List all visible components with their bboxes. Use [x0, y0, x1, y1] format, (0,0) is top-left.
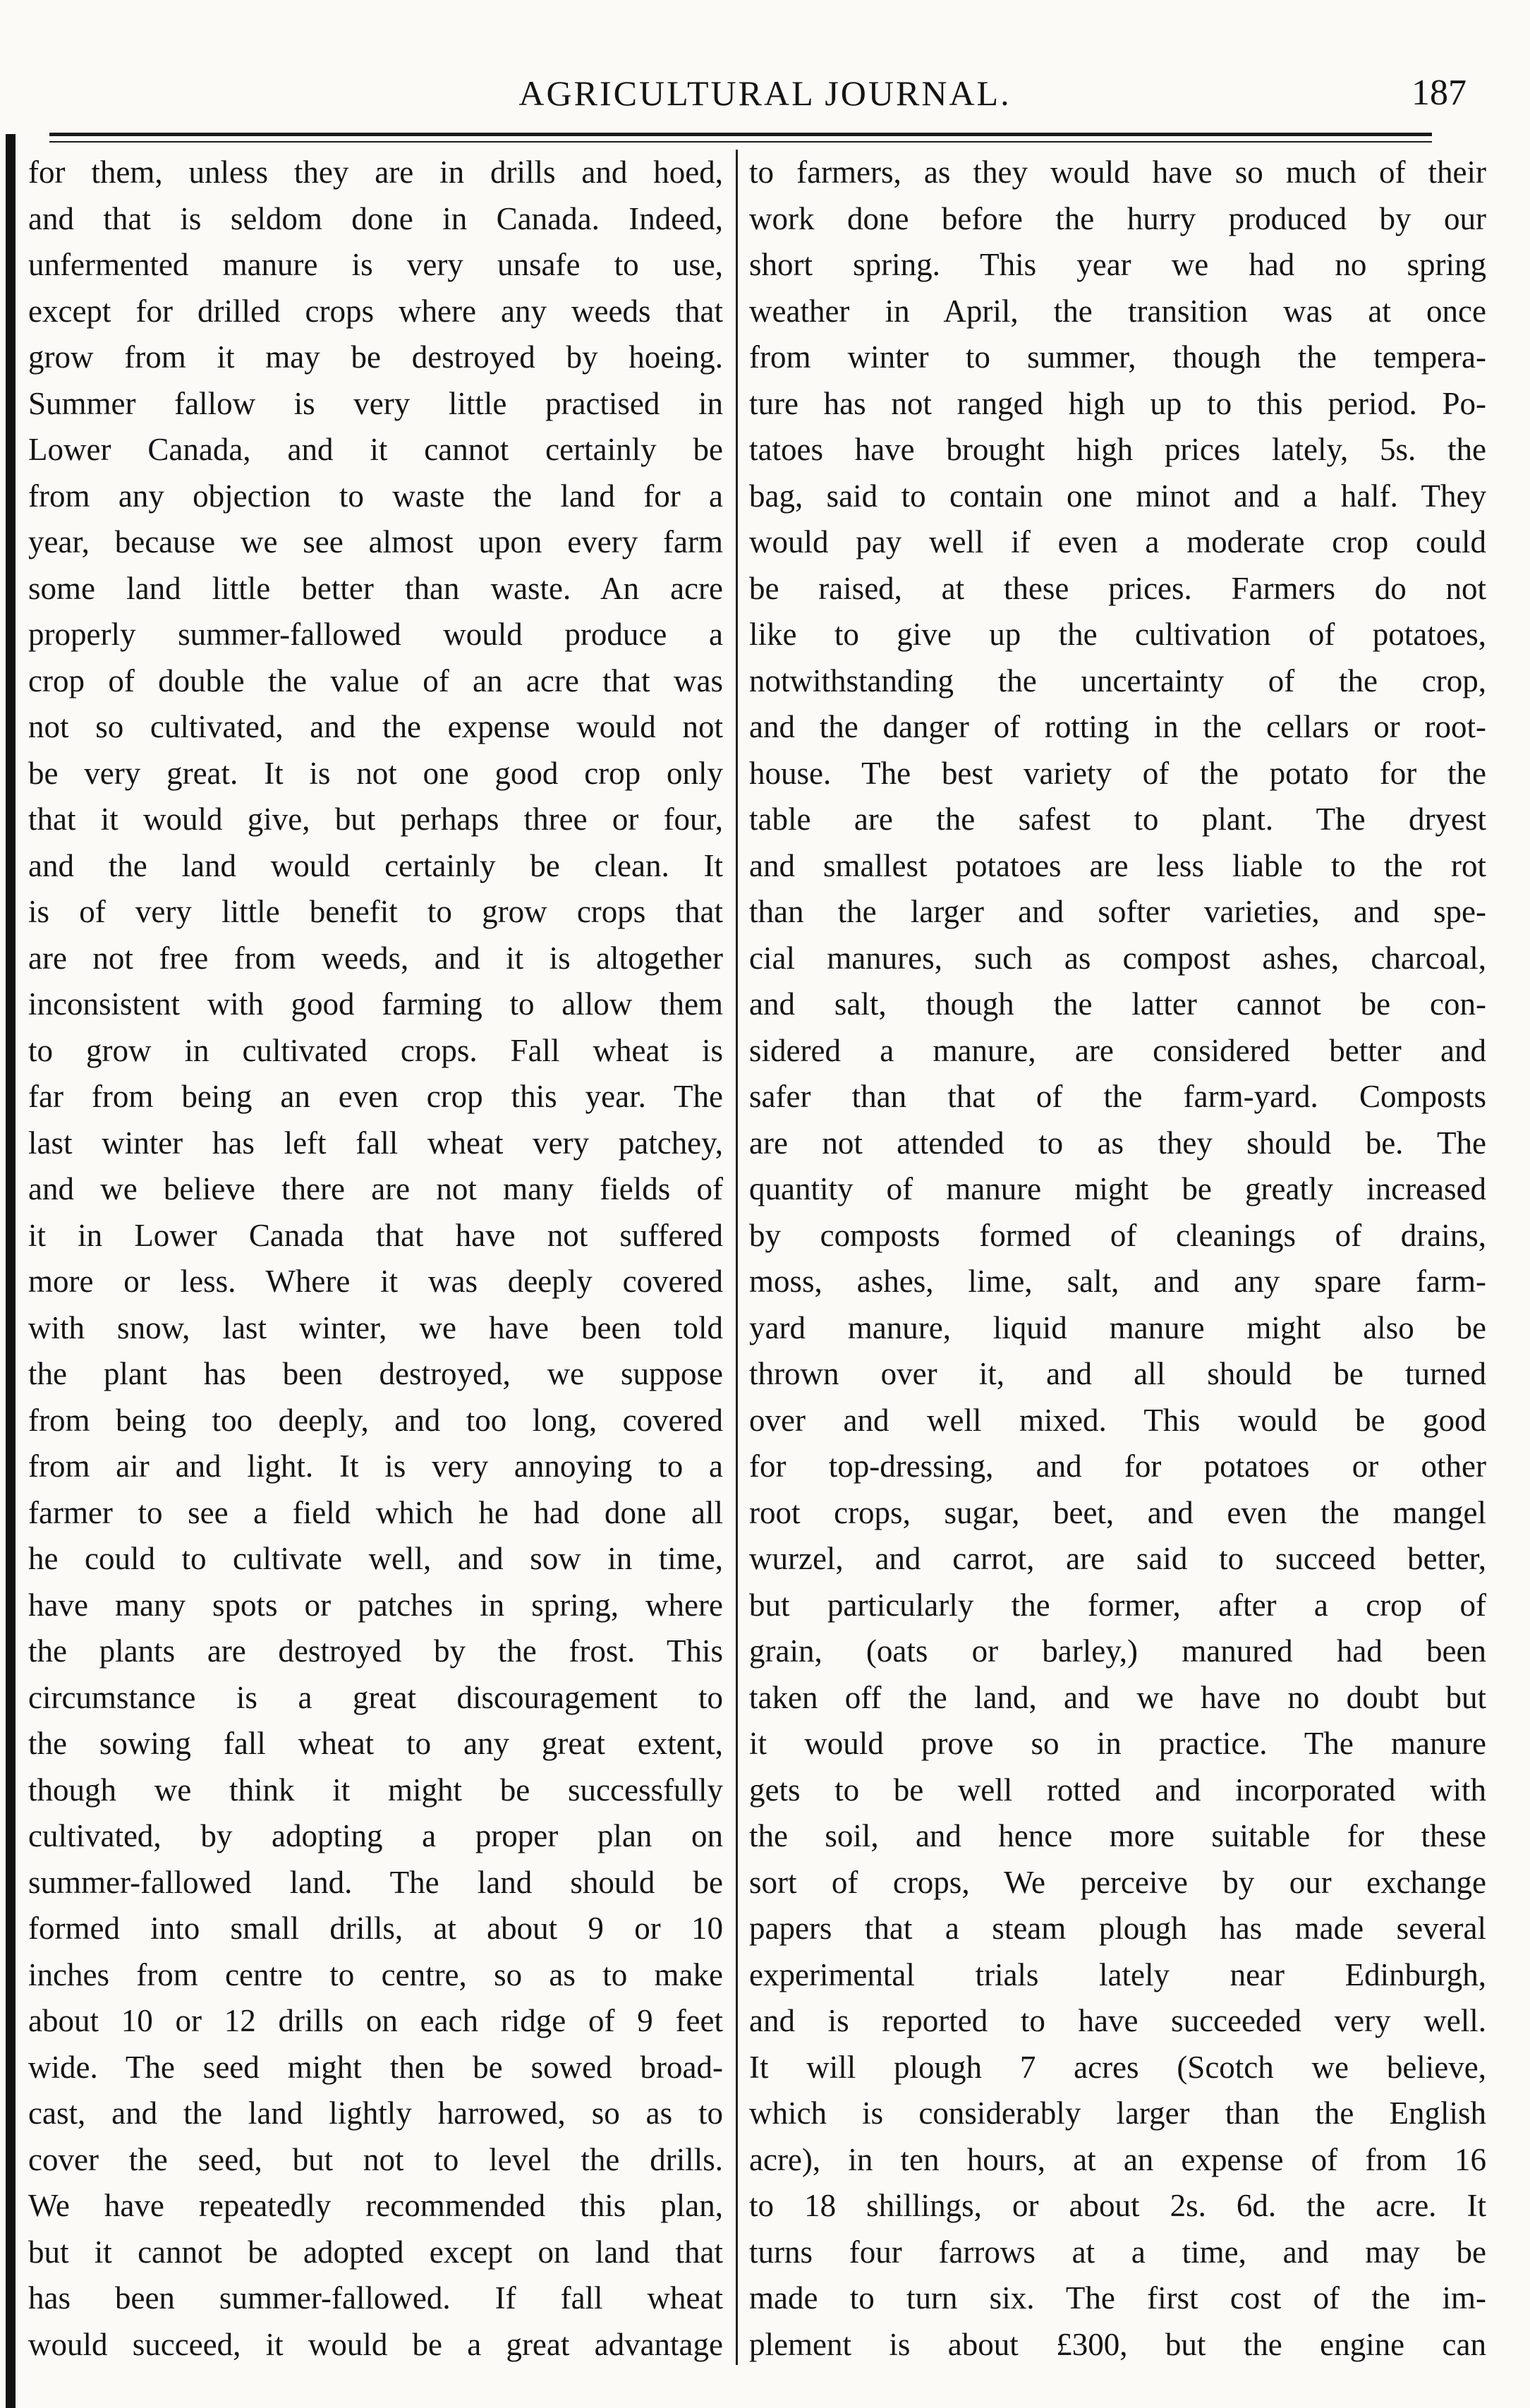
text-line: about 10 or 12 drills on each ridge of 9 feet	[28, 2003, 723, 2038]
header-rule-thin	[49, 141, 1432, 143]
text-line: though we think it might be successfully	[28, 1772, 723, 1808]
text-line: bag, said to contain one minot and a half. They	[749, 478, 1486, 514]
text-line: for them, unless they are in drills and hoed,	[28, 155, 723, 190]
text-line: like to give up the cultivation of potatoes,	[749, 617, 1486, 652]
text-line: that it would give, but perhaps three or four,	[28, 801, 723, 837]
text-line: to 18 shillings, or about 2s. 6d. the acre. It	[749, 2188, 1486, 2223]
text-line: would pay well if even a moderate crop could	[749, 524, 1486, 559]
text-line: is of very little benefit to grow crops that	[28, 894, 723, 929]
left-column	[28, 150, 723, 2393]
text-line: but particularly the former, after a crop of	[749, 1587, 1486, 1623]
text-line: acre), in ten hours, at an expense of from 16	[749, 2141, 1486, 2177]
text-line: inconsistent with good farming to allow them	[28, 986, 723, 1022]
text-line: be very great. It is not one good crop only	[28, 755, 723, 791]
text-line: except for drilled crops where any weeds that	[28, 293, 723, 329]
text-line: to grow in cultivated crops. Fall wheat is	[28, 1032, 723, 1068]
text-line: We have repeatedly recommended this plan,	[28, 2188, 723, 2223]
text-line: weather in April, the transition was at once	[749, 293, 1486, 329]
text-line: for top-dressing, and for potatoes or other	[749, 1448, 1486, 1484]
text-line: would succeed, it would be a great advantage	[28, 2326, 723, 2362]
text-line: which is considerably larger than the English	[749, 2095, 1486, 2131]
text-line: cover the seed, but not to level the drills.	[28, 2141, 723, 2177]
text-line: crop of double the value of an acre that was	[28, 662, 723, 698]
text-line: house. The best variety of the potato for the	[749, 755, 1486, 791]
text-line: circumstance is a great discouragement to	[28, 1679, 723, 1715]
text-line: with snow, last winter, we have been told	[28, 1309, 723, 1345]
text-line: unfermented manure is very unsafe to use,	[28, 247, 723, 282]
text-line: ture has not ranged high up to this period. Po-	[749, 385, 1486, 421]
binding-edge	[6, 134, 16, 2408]
text-line: quantity of manure might be greatly increased	[749, 1171, 1486, 1206]
text-line: and salt, though the latter cannot be con-	[749, 986, 1486, 1022]
text-line: inches from centre to centre, so as to make	[28, 1956, 723, 1992]
text-line: are not attended to as they should be. The	[749, 1125, 1486, 1161]
right-column	[749, 150, 1486, 2393]
text-line: farmer to see a field which he had done all	[28, 1494, 723, 1530]
text-line: to farmers, as they would have so much of their	[749, 155, 1486, 190]
header-rule-thick	[49, 133, 1432, 136]
text-line: but it cannot be adopted except on land that	[28, 2234, 723, 2270]
text-line: it would prove so in practice. The manure	[749, 1726, 1486, 1761]
text-line: wurzel, and carrot, are said to succeed better,	[749, 1541, 1486, 1576]
page-header	[42, 65, 1488, 121]
text-line: more or less. Where it was deeply covered	[28, 1264, 723, 1299]
text-line: not so cultivated, and the expense would not	[28, 709, 723, 744]
text-line: properly summer-fallowed would produce a	[28, 617, 723, 652]
text-line: It will plough 7 acres (Scotch we believe,	[749, 2049, 1486, 2085]
text-line: moss, ashes, lime, salt, and any spare farm-	[749, 1264, 1486, 1299]
text-line: cial manures, such as compost ashes, charcoal,	[749, 940, 1486, 976]
text-line: notwithstanding the uncertainty of the crop,	[749, 662, 1486, 698]
text-line: gets to be well rotted and incorporated with	[749, 1772, 1486, 1808]
text-line: sidered a manure, are considered better and	[749, 1032, 1486, 1068]
text-line: year, because we see almost upon every farm	[28, 524, 723, 559]
text-line: over and well mixed. This would be good	[749, 1402, 1486, 1438]
text-line: summer-fallowed land. The land should be	[28, 1864, 723, 1900]
text-line: and the danger of rotting in the cellars or root-	[749, 709, 1486, 744]
text-line: some land little better than waste. An acre	[28, 570, 723, 606]
text-line: formed into small drills, at about 9 or 10	[28, 1911, 723, 1946]
text-line: plement is about £300, but the engine can	[749, 2326, 1486, 2362]
text-line: taken off the land, and we have no doubt but	[749, 1679, 1486, 1715]
text-line: from winter to summer, though the tempera-	[749, 339, 1486, 375]
text-line: the sowing fall wheat to any great extent,	[28, 1726, 723, 1761]
text-line: Lower Canada, and it cannot certainly be	[28, 432, 723, 467]
text-line: experimental trials lately near Edinburgh,	[749, 1956, 1486, 1992]
text-line: the soil, and hence more suitable for these	[749, 1818, 1486, 1853]
text-line: and smallest potatoes are less liable to the rot	[749, 847, 1486, 883]
text-line: papers that a steam plough has made several	[749, 1911, 1486, 1946]
running-title: AGRICULTURAL JOURNAL.	[518, 73, 1012, 113]
text-line: have many spots or patches in spring, where	[28, 1587, 723, 1623]
text-line: cultivated, by adopting a proper plan on	[28, 1818, 723, 1853]
text-line: the plant has been destroyed, we suppose	[28, 1356, 723, 1391]
text-line: last winter has left fall wheat very patchey,	[28, 1125, 723, 1161]
text-line: table are the safest to plant. The dryest	[749, 801, 1486, 837]
text-line: Summer fallow is very little practised in	[28, 385, 723, 421]
text-line: the plants are destroyed by the frost. This	[28, 1633, 723, 1669]
text-line: wide. The seed might then be sowed broad-	[28, 2049, 723, 2085]
text-line: from any objection to waste the land for a	[28, 478, 723, 514]
text-line: are not free from weeds, and it is altogether	[28, 940, 723, 976]
text-line: tatoes have brought high prices lately, 5s. the	[749, 432, 1486, 467]
text-line: has been summer-fallowed. If fall wheat	[28, 2280, 723, 2316]
text-line: cast, and the land lightly harrowed, so as to	[28, 2095, 723, 2131]
text-line: short spring. This year we had no spring	[749, 247, 1486, 282]
text-line: be raised, at these prices. Farmers do not	[749, 570, 1486, 606]
text-line: from being too deeply, and too long, covered	[28, 1402, 723, 1438]
text-line: and is reported to have succeeded very well.	[749, 2003, 1486, 2038]
text-line: grain, (oats or barley,) manured had been	[749, 1633, 1486, 1669]
text-line: turns four farrows at a time, and may be	[749, 2234, 1486, 2270]
text-line: grow from it may be destroyed by hoeing.	[28, 339, 723, 375]
text-line: and that is seldom done in Canada. Indeed,	[28, 200, 723, 236]
text-line: work done before the hurry produced by our	[749, 200, 1486, 236]
text-line: yard manure, liquid manure might also be	[749, 1309, 1486, 1345]
text-line: it in Lower Canada that have not suffered	[28, 1217, 723, 1253]
text-line: thrown over it, and all should be turned	[749, 1356, 1486, 1391]
text-line: sort of crops, We perceive by our exchange	[749, 1864, 1486, 1900]
column-divider	[736, 150, 738, 2365]
text-line: root crops, sugar, beet, and even the mangel	[749, 1494, 1486, 1530]
text-line: from air and light. It is very annoying to a	[28, 1448, 723, 1484]
text-line: and the land would certainly be clean. It	[28, 847, 723, 883]
text-line: by composts formed of cleanings of drains,	[749, 1217, 1486, 1253]
text-line: he could to cultivate well, and sow in time,	[28, 1541, 723, 1576]
text-line: far from being an even crop this year. The	[28, 1079, 723, 1114]
page-number: 187	[1411, 73, 1467, 113]
text-line: safer than that of the farm-yard. Composts	[749, 1079, 1486, 1114]
text-line: made to turn six. The first cost of the im-	[749, 2280, 1486, 2316]
text-line: and we believe there are not many fields of	[28, 1171, 723, 1206]
text-line: than the larger and softer varieties, and spe-	[749, 894, 1486, 929]
